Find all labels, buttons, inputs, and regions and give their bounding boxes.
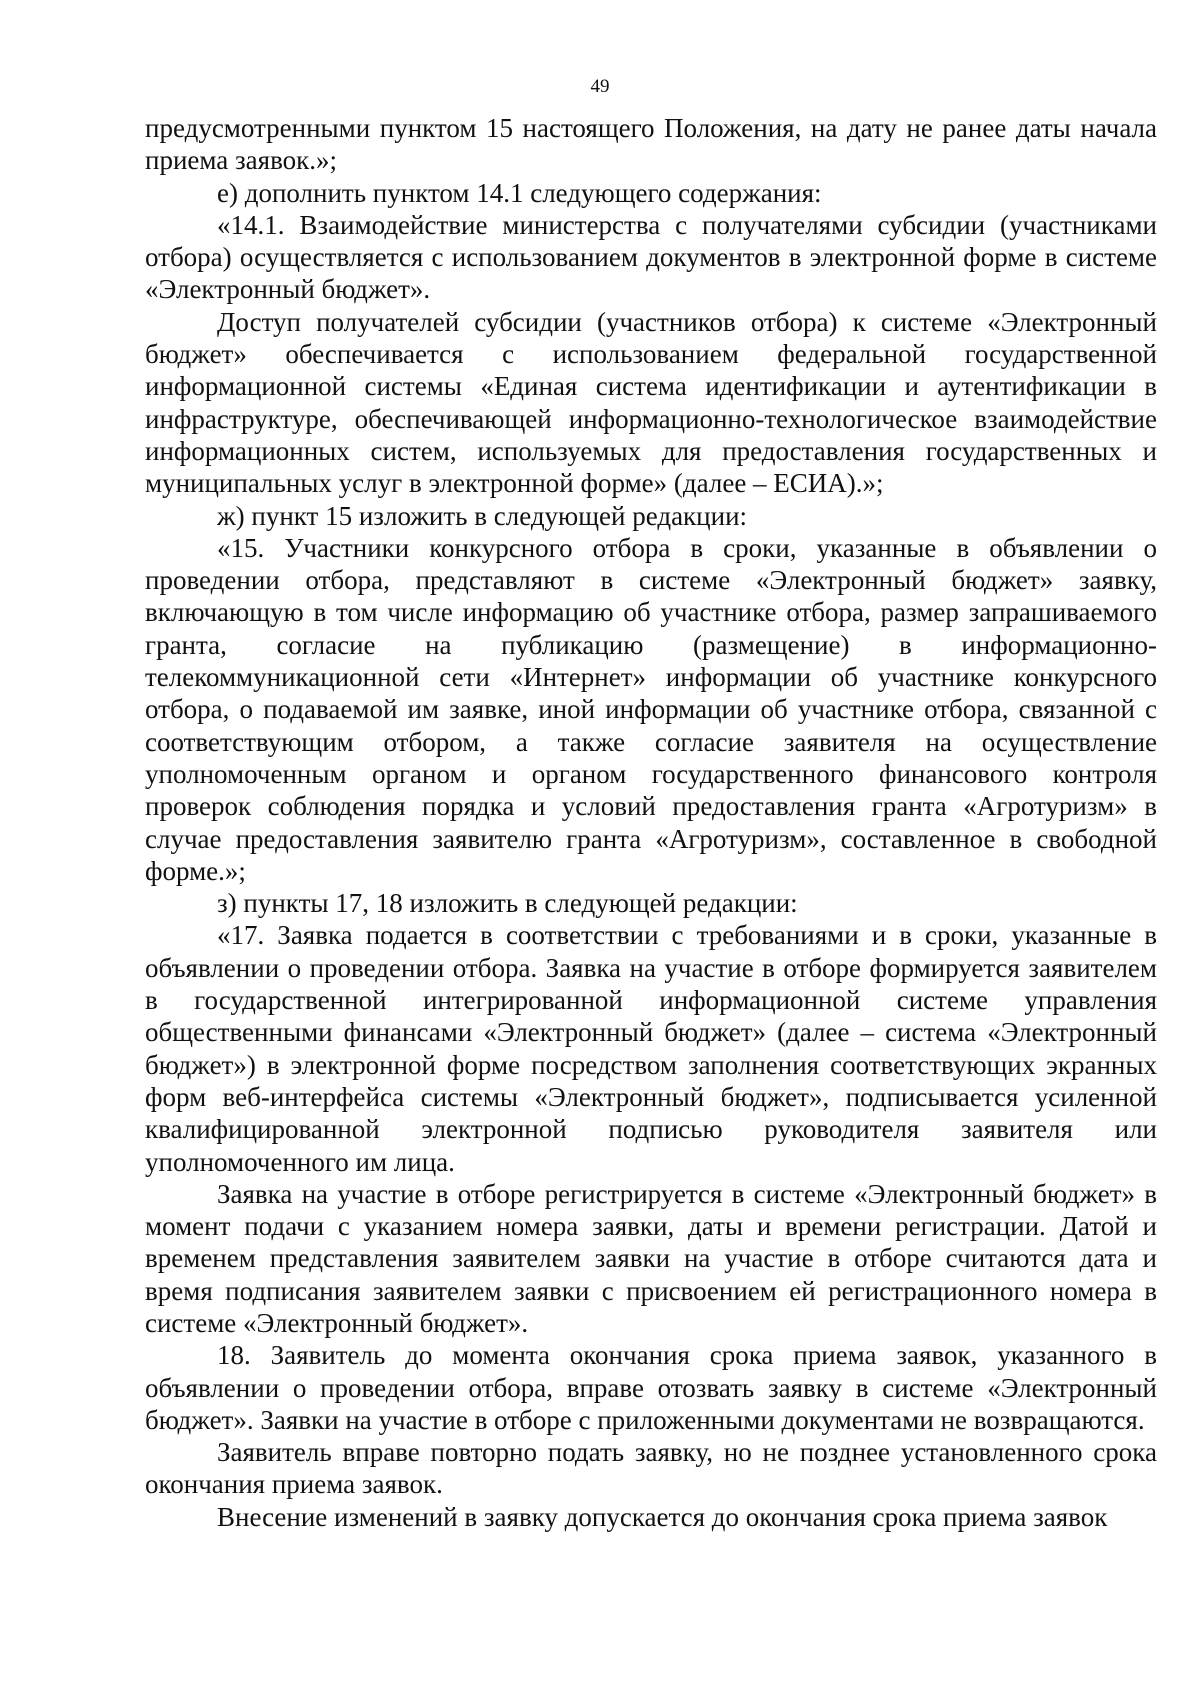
page-number: 49 xyxy=(590,76,610,97)
paragraph: Заявка на участие в отборе регистрируется в системе «Электронный бюджет» в момент подачи с указанием номера заявки, даты и времени регистрации. Датой и временем представления заявителем заявки на участие в отборе считаются дата и время подписания заявителем заявки с присвоением ей регистрационного номера в системе «Электронный бюджет». xyxy=(145,1178,1157,1338)
paragraph: «14.1. Взаимодействие министерства с получателями субсидии (участниками отбора) осуществляется с использованием документов в электронной форме в системе «Электронный бюджет». xyxy=(145,209,1157,305)
document-body xyxy=(145,112,1157,1533)
paragraph: з) пункты 17, 18 изложить в следующей редакции: xyxy=(217,888,798,919)
paragraph: 18. Заявитель до момента окончания срока приема заявок, указанного в объявлении о проведении отбора, вправе отозвать заявку в системе «Электронный бюджет». Заявки на участие в отборе с приложенными документами не возвращаются. xyxy=(145,1340,1157,1435)
paragraph: «17. Заявка подается в соответствии с требованиями и в сроки, указанные в объявлении о проведении отбора. Заявка на участие в отборе формируется заявителем в государственной интегрированной информационной системе управления общественными финансами «Электронный бюджет» (далее – система «Электронный бюджет») в электронной форме посредством заполнения соответствующих экранных форм веб-интерфейса системы «Электронный бюджет», подписывается усиленной квалифицированной электронной подписью руководителя заявителя или уполномоченного им лица. xyxy=(145,920,1157,1177)
paragraph: Внесение изменений в заявку допускается до окончания срока приема заявок xyxy=(217,1501,1108,1532)
paragraph: предусмотренными пунктом 15 настоящего Положения, на дату не ранее даты начала приема заявок.»; xyxy=(145,113,1157,176)
paragraph: ж) пункт 15 изложить в следующей редакции: xyxy=(217,500,748,531)
paragraph: «15. Участники конкурсного отбора в сроки, указанные в объявлении о проведении отбора, представляют в системе «Электронный бюджет» заявку, включающую в том числе информацию об участнике отбора, размер запрашиваемого гранта, согласие на публикацию (размещение) в информационно-телекоммуникационной сети «Интернет» информации об участнике конкурсного отбора, о подаваемой им заявке, иной информации об участнике отбора, связанной с соответствующим отбором, а также согласие заявителя на осуществление уполномоченным органом и органом государственного финансового контроля проверок соблюдения порядка и условий предоставления гранта «Агротуризм» в случае предоставления заявителю гранта «Агротуризм», составленное в свободной форме.»; xyxy=(145,532,1157,886)
paragraph: Заявитель вправе повторно подать заявку, но не позднее установленного срока окончания приема заявок. xyxy=(145,1437,1157,1500)
paragraph: Доступ получателей субсидии (участников отбора) к системе «Электронный бюджет» обеспечивается с использованием федеральной государственной информационной системы «Единая система идентификации и аутентификации в инфраструктуре, обеспечивающей информационно-технологическое взаимодействие информационных систем, используемых для предоставления государственных и муниципальных услуг в электронной форме» (далее – ЕСИА).»; xyxy=(145,306,1157,499)
paragraph: е) дополнить пунктом 14.1 следующего содержания: xyxy=(217,177,822,208)
